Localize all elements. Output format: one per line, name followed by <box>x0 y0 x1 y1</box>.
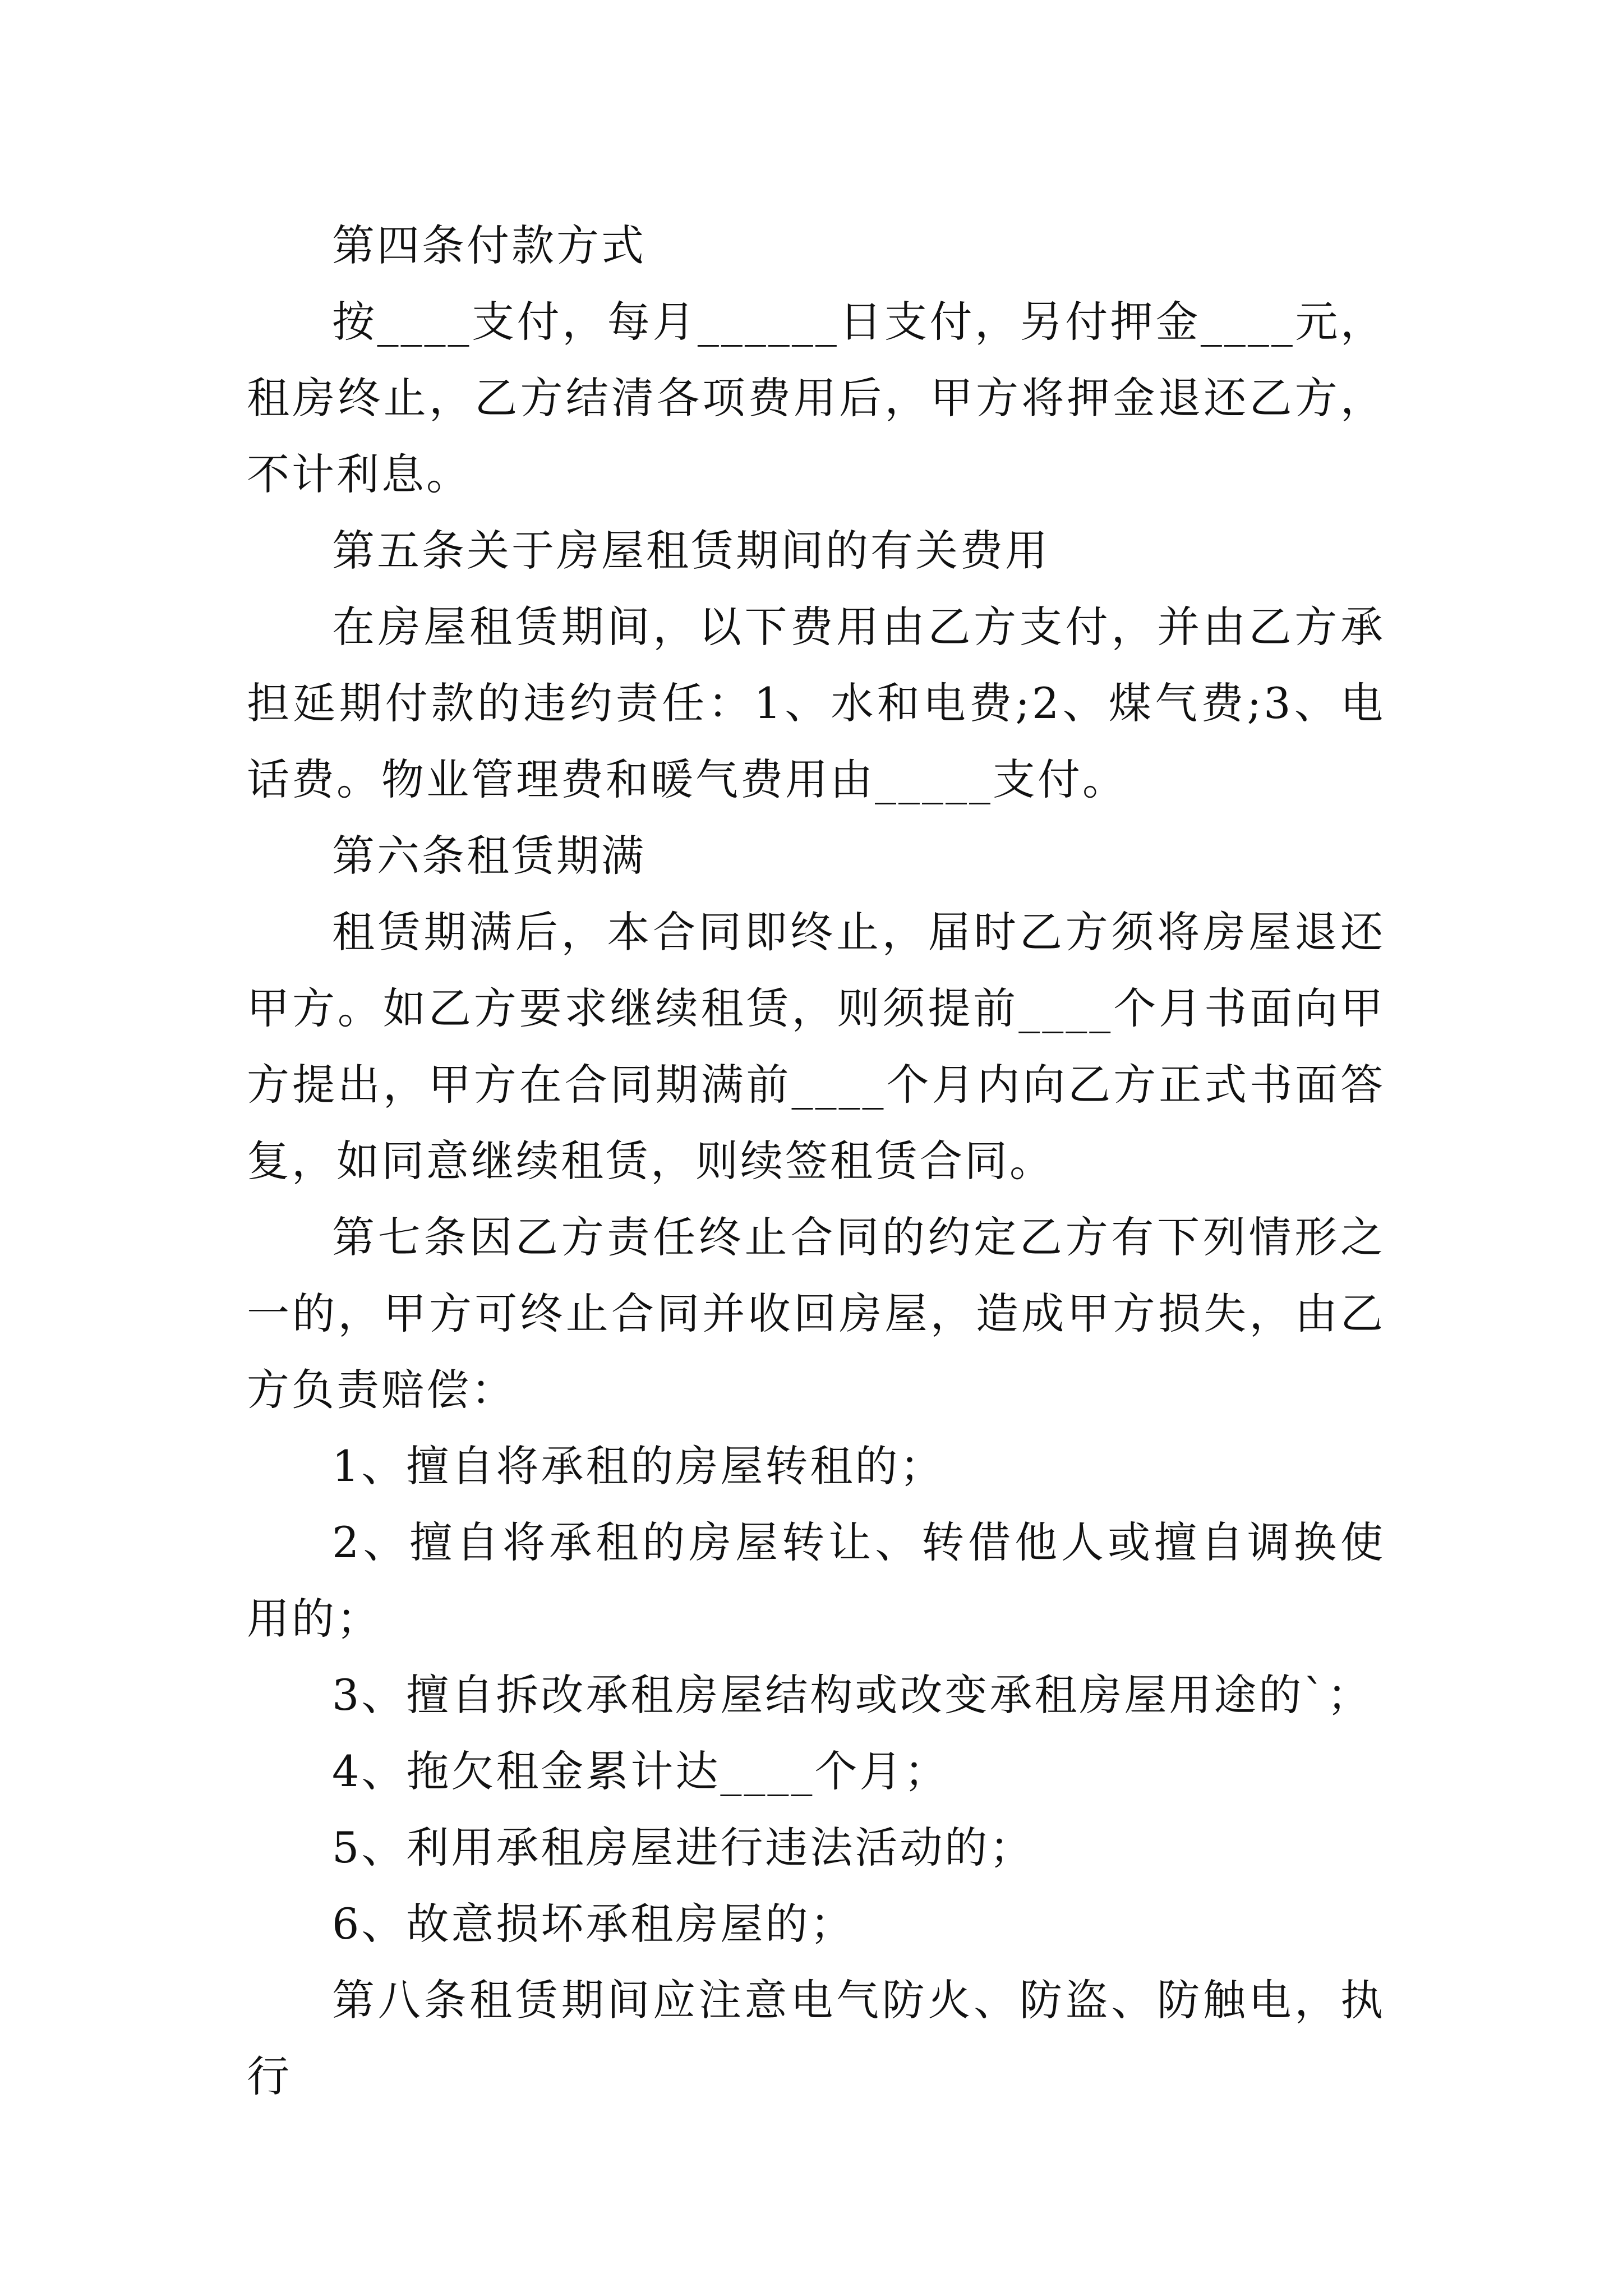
paragraph-payment-terms: 按____支付，每月______日支付，另付押金____元，租房终止，乙方结清各项费用后，甲方将押金退还乙方，不计利息。 <box>247 297 1385 499</box>
section-heading-safety: 第八条租赁期间应注意电气防火、防盗、防触电，执行 <box>247 1975 1385 2101</box>
list-item-termination-1: 1、擅自将承租的房屋转租的； <box>332 1441 945 1491</box>
paragraph-rental-fees: 在房屋租赁期间，以下费用由乙方支付，并由乙方承担延期付款的违约责任：1、水和电费;2、煤气费;3、电话费。物业管理费和暖气费用由_____支付。 <box>247 602 1385 804</box>
section-heading-rental-fees: 第五条关于房屋租赁期间的有关费用 <box>332 526 1050 576</box>
list-item-termination-6: 6、故意损坏承租房屋的； <box>332 1899 855 1949</box>
section-heading-lease-expiry: 第六条租赁期满 <box>332 831 646 881</box>
section-heading-payment-method: 第四条付款方式 <box>332 220 646 270</box>
list-item-termination-2: 2、擅自将承租的房屋转让、转借他人或擅自调换使用的； <box>247 1517 1385 1644</box>
list-item-termination-4: 4、拖欠租金累计达____个月； <box>332 1746 949 1796</box>
list-item-termination-3: 3、擅自拆改承租房屋结构或改变承租房屋用途的`； <box>332 1670 1372 1720</box>
list-item-termination-5: 5、利用承租房屋进行违法活动的； <box>332 1823 1035 1872</box>
section-heading-termination: 第七条因乙方责任终止合同的约定乙方有下列情形之一的，甲方可终止合同并收回房屋，造成甲方损失，由乙方负责赔偿： <box>247 1212 1385 1415</box>
document-body <box>247 208 1385 2115</box>
paragraph-lease-expiry: 租赁期满后，本合同即终止，届时乙方须将房屋退还甲方。如乙方要求继续租赁，则须提前____个月书面向甲方提出，甲方在合同期满前____个月内向乙方正式书面答复，如同意继续租赁，则续签租赁合同。 <box>247 907 1385 1186</box>
